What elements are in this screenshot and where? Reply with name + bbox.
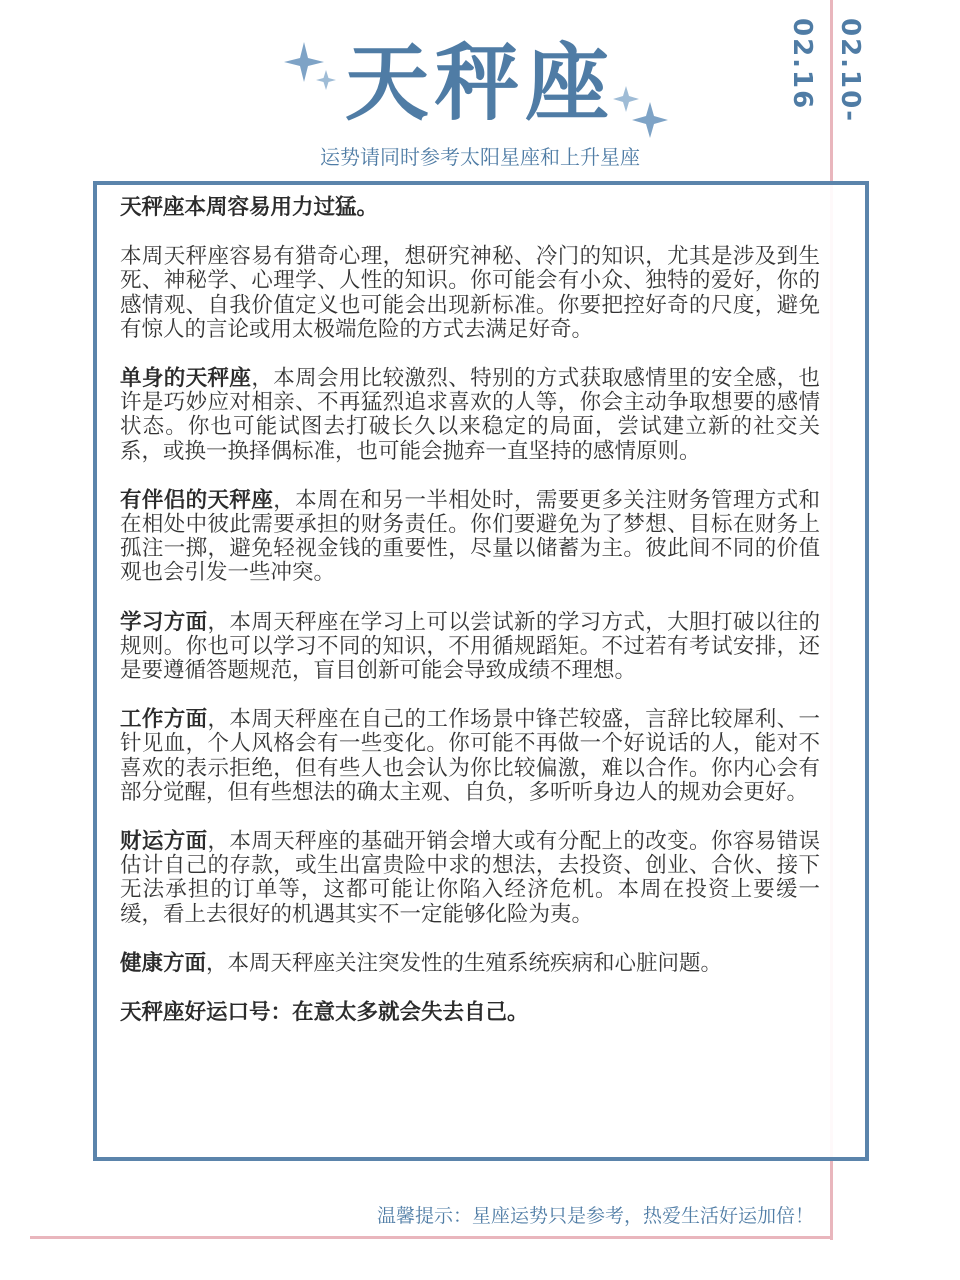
section-study [120, 611, 820, 684]
section-label: 财运方面 [120, 829, 208, 855]
subtitle: 运势请同时参考太阳星座和上升星座 [320, 145, 640, 169]
section-partner [120, 489, 820, 586]
section-label: 工作方面 [120, 707, 208, 733]
section-text: ，本周天秤座在学习上可以尝试新的学习方式，大胆打破以往的规则。你也可以学习不同的知识，不用循规蹈矩。不过若有考试安排，还是要遵循答题规范，盲目创新可能会导致成绩不理想。 [120, 609, 820, 684]
section-text: ，本周天秤座关注突发性的生殖系统疾病和心脏问题。 [206, 950, 723, 976]
section-single [120, 367, 820, 464]
section-text: ，本周天秤座的基础开销会增大或有分配上的改变。你容易错误估计自己的存款，或生出富贵险中求的想法，去投资、创业、合伙、接下无法承担的订单等，这都可能让你陷入经济危机。本周在投资上要缓一缓，看上去很好的机遇其实不一定能够化险为夷。 [120, 829, 820, 927]
footer-tip: 温馨提示：星座运势只是参考，热爱生活好运加倍！ [376, 1205, 814, 1227]
intro-paragraph: 本周天秤座容易有猎奇心理，想研究神秘、冷门的知识，尤其是涉及到生死、神秘学、心理学、人性的知识。你可能会有小众、独特的爱好，你的感情观、自我价值定义也可能会出现新标准。你要把控好奇的尺度，避免有惊人的言论或用太极端危险的方式去满足好奇。 [120, 244, 820, 342]
lucky-slogan: 天秤座好运口号：在意太多就会失去自己。 [120, 1000, 529, 1026]
section-label: 健康方面 [120, 950, 207, 976]
section-label: 单身的天秤座 [120, 366, 252, 392]
section-label: 学习方面 [120, 609, 208, 635]
pink-horizontal-line [30, 1236, 833, 1239]
section-health [120, 952, 820, 976]
section-text: ，本周在和另一半相处时，需要更多关注财务管理方式和在相处中彼此需要承担的财务责任。你们要避免为了梦想、目标在财务上孤注一掷，避免轻视金钱的重要性，尽量以储蓄为主。彼此间不同的价值观也会引发一些冲突。 [120, 487, 820, 586]
section-wealth [120, 830, 820, 927]
headline: 天秤座本周容易用力过猛。 [120, 195, 379, 220]
section-label: 有伴侣的天秤座 [120, 487, 274, 513]
section-work [120, 708, 820, 805]
section-text: ，本周天秤座在自己的工作场景中锋芒较盛，言辞比较犀利、一针见血，个人风格会有一些变化。你可能不再做一个好说话的人，能对不喜欢的表示拒绝，但有些人也会认为你比较偏激，难以合作。你内心会有部分觉醒，但有些想法的确太主观、自负，多听听身边人的规劝会更好。 [120, 707, 820, 805]
date-range: 02.10-02.16 [787, 18, 865, 124]
fortune-content [120, 196, 820, 1050]
page-title: 天秤座 [344, 34, 615, 132]
section-text: ，本周会用比较激烈、特别的方式获取感情里的安全感，也许是巧妙应对相亲、不再猛烈追求喜欢的人等，你会主动争取想要的感情状态。你也可能试图去打破长久以来稳定的局面，尝试建立新的社交关系，或换一换择偶标准，也可能会抛弃一直坚持的感情原则。 [120, 366, 820, 464]
